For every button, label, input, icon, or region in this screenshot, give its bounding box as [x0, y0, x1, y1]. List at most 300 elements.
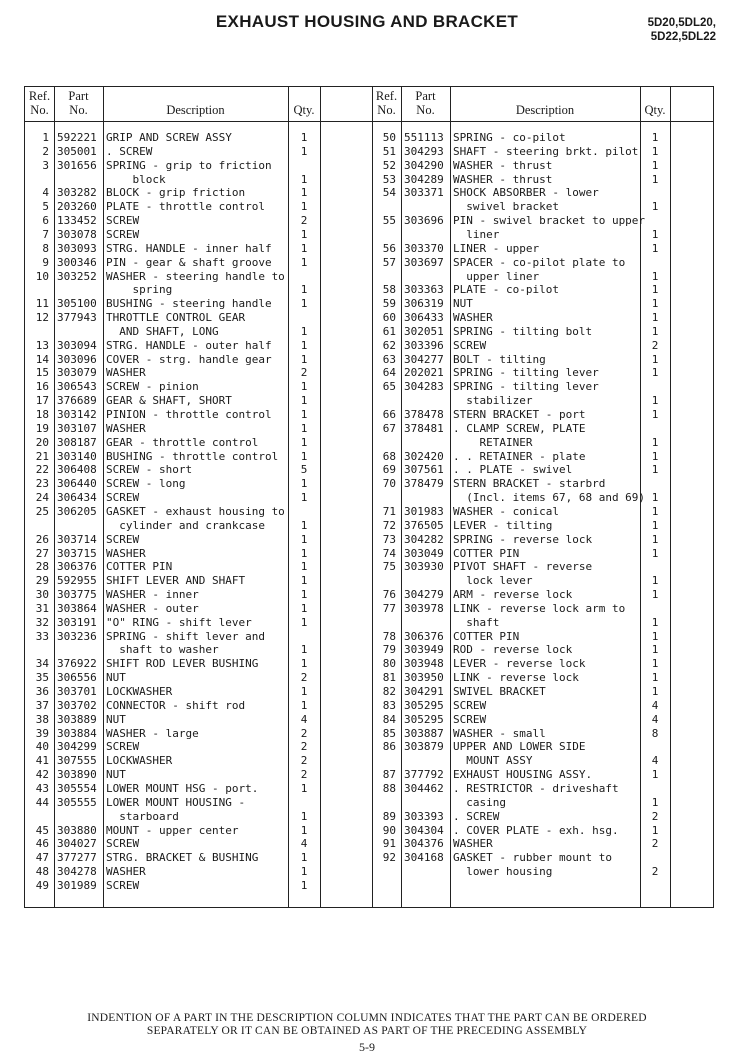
- part-quantity: 4: [300, 837, 308, 851]
- part-number: 301656: [57, 158, 97, 172]
- ref-number: 6: [42, 214, 49, 228]
- part-description: CONNECTOR - shift rod: [106, 698, 246, 712]
- table-row: [25, 810, 715, 824]
- part-number: 306376: [57, 560, 97, 574]
- part-description: SPRING - tilting lever: [453, 366, 599, 380]
- part-quantity: 1: [300, 241, 308, 255]
- ref-number: 27: [35, 546, 49, 560]
- ref-number: 47: [35, 851, 49, 865]
- part-description: shaft to washer: [106, 643, 219, 657]
- ref-number: 52: [382, 158, 396, 172]
- part-description: SCREW: [106, 837, 140, 851]
- part-number: 377792: [404, 768, 444, 782]
- part-number: 304279: [404, 588, 444, 602]
- part-description: STRG. BRACKET & BUSHING: [106, 851, 259, 865]
- ref-number: 19: [35, 421, 49, 435]
- part-number: 303094: [57, 338, 97, 352]
- part-quantity: 1: [300, 421, 308, 435]
- model-line: 5D20,5DL20,: [647, 17, 716, 29]
- part-quantity: 1: [651, 463, 659, 477]
- part-quantity: 1: [651, 532, 659, 546]
- table-row: [25, 699, 715, 713]
- ref-number: 42: [35, 768, 49, 782]
- part-quantity: 1: [300, 809, 308, 823]
- part-description: WASHER: [453, 311, 493, 325]
- part-quantity: 1: [300, 823, 308, 837]
- part-description: liner: [453, 227, 500, 241]
- ref-number: 55: [382, 214, 396, 228]
- part-number: 303949: [404, 643, 444, 657]
- part-description: SHAFT - steering brkt. pilot: [453, 144, 639, 158]
- part-quantity: 1: [300, 601, 308, 615]
- ref-number: 51: [382, 144, 396, 158]
- ref-number: 12: [35, 311, 49, 325]
- part-description: starboard: [106, 809, 179, 823]
- part-description: WASHER: [106, 546, 146, 560]
- part-quantity: 1: [651, 324, 659, 338]
- ref-number: 28: [35, 560, 49, 574]
- header-qty: Qty.: [644, 103, 666, 117]
- part-quantity: 1: [651, 394, 659, 408]
- part-description: SPRING - tilting lever: [453, 380, 599, 394]
- part-quantity: 1: [300, 297, 308, 311]
- part-description: GRIP AND SCREW ASSY: [106, 131, 232, 144]
- part-quantity: 1: [300, 380, 308, 394]
- ref-number: 49: [35, 878, 49, 892]
- part-number: 203260: [57, 200, 97, 214]
- ref-number: 31: [35, 601, 49, 615]
- part-description: ROD - reverse lock: [453, 643, 573, 657]
- part-description: . SCREW: [453, 809, 500, 823]
- part-description: STRG. HANDLE - inner half: [106, 241, 272, 255]
- part-number: 303884: [57, 726, 97, 740]
- part-description: (Incl. items 67, 68 and 69): [453, 491, 646, 505]
- ref-number: 54: [382, 186, 396, 200]
- table-row: [25, 408, 715, 422]
- part-description: SCREW: [453, 698, 487, 712]
- table-row: [25, 851, 715, 865]
- part-quantity: 1: [651, 546, 659, 560]
- part-quantity: 1: [300, 200, 308, 214]
- ref-number: 44: [35, 795, 49, 809]
- part-description: LOCKWASHER: [106, 685, 173, 698]
- part-number: 303948: [404, 657, 444, 671]
- ref-number: 64: [382, 366, 396, 380]
- part-quantity: 1: [651, 241, 659, 255]
- part-description: SPRING - co-pilot: [453, 131, 566, 144]
- table-row: [25, 519, 715, 533]
- part-quantity: 1: [300, 546, 308, 560]
- part-description: SCREW - pinion: [106, 380, 199, 394]
- page-title: EXHAUST HOUSING AND BRACKET: [215, 12, 519, 31]
- part-number: 303879: [404, 740, 444, 754]
- part-quantity: 2: [300, 671, 308, 685]
- part-description: COTTER PIN: [453, 629, 520, 643]
- part-description: BOLT - tilting: [453, 352, 546, 366]
- part-number: 303140: [57, 449, 97, 463]
- part-description: SCREW: [453, 338, 487, 352]
- part-description: WASHER - thrust: [453, 172, 553, 186]
- part-description: WASHER: [453, 837, 493, 851]
- ref-number: 29: [35, 574, 49, 588]
- part-number: 305555: [57, 795, 97, 809]
- table-row: [25, 588, 715, 602]
- part-number: 378479: [404, 477, 444, 491]
- part-quantity: 2: [300, 366, 308, 380]
- part-quantity: 1: [651, 795, 659, 809]
- part-quantity: 1: [651, 200, 659, 214]
- table-row: [25, 560, 715, 574]
- part-quantity: 2: [300, 754, 308, 768]
- ref-number: 33: [35, 629, 49, 643]
- part-description: BUSHING - steering handle: [106, 297, 272, 311]
- part-number: 301983: [404, 504, 444, 518]
- part-quantity: 1: [651, 491, 659, 505]
- ref-number: 24: [35, 491, 49, 505]
- part-description: PIN - gear & shaft groove: [106, 255, 272, 269]
- part-number: 306434: [57, 491, 97, 505]
- part-description: RETAINER: [453, 435, 533, 449]
- part-number: 306376: [404, 629, 444, 643]
- part-number: 303864: [57, 601, 97, 615]
- part-number: 303252: [57, 269, 97, 283]
- part-quantity: 1: [651, 131, 659, 144]
- part-quantity: 1: [651, 671, 659, 685]
- table-row: [25, 727, 715, 741]
- part-description: swivel bracket: [453, 200, 559, 214]
- ref-number: 53: [382, 172, 396, 186]
- part-description: . CLAMP SCREW, PLATE: [453, 421, 586, 435]
- part-quantity: 1: [300, 851, 308, 865]
- part-description: SPRING - reverse lock: [453, 532, 593, 546]
- model-line: 5D22,5DL22: [650, 31, 716, 43]
- part-quantity: 1: [300, 352, 308, 366]
- header-ref: Ref. No.: [28, 89, 51, 117]
- part-description: NUT: [106, 671, 126, 685]
- part-number: 592955: [57, 574, 97, 588]
- part-quantity: 1: [300, 338, 308, 352]
- table-row: [25, 671, 715, 685]
- part-description: SPRING - tilting bolt: [453, 324, 593, 338]
- part-number: 303049: [404, 546, 444, 560]
- part-description: THROTTLE CONTROL GEAR: [106, 311, 246, 325]
- part-number: 303191: [57, 615, 97, 629]
- part-description: PLATE - co-pilot: [453, 283, 559, 297]
- ref-number: 18: [35, 408, 49, 421]
- part-quantity: 1: [651, 352, 659, 366]
- part-description: EXHAUST HOUSING ASSY.: [453, 768, 593, 782]
- part-quantity: 1: [651, 158, 659, 172]
- ref-number: 76: [382, 588, 396, 602]
- part-description: STERN BRACKET - port: [453, 408, 586, 421]
- part-number: 202021: [404, 366, 444, 380]
- part-number: 305295: [404, 698, 444, 712]
- part-quantity: 1: [300, 643, 308, 657]
- ref-number: 40: [35, 740, 49, 754]
- part-description: ARM - reverse lock: [453, 588, 573, 602]
- ref-number: 7: [42, 227, 49, 241]
- part-quantity: 1: [651, 823, 659, 837]
- table-row: [25, 380, 715, 394]
- part-number: 303363: [404, 283, 444, 297]
- ref-number: 45: [35, 823, 49, 837]
- ref-number: 26: [35, 532, 49, 546]
- part-description: STERN BRACKET - starbrd: [453, 477, 606, 491]
- table-row: [25, 740, 715, 754]
- table-row: [25, 616, 715, 630]
- table-row: [25, 311, 715, 325]
- table-row: [25, 200, 715, 214]
- part-description: SPACER - co-pilot plate to: [453, 255, 626, 269]
- part-number: 302051: [404, 324, 444, 338]
- part-description: NUT: [453, 297, 473, 311]
- ref-number: 58: [382, 283, 396, 297]
- part-number: 304168: [404, 851, 444, 865]
- table-row: [25, 145, 715, 159]
- ref-number: 14: [35, 352, 49, 366]
- part-description: GASKET - rubber mount to: [453, 851, 612, 865]
- ref-number: 77: [382, 601, 396, 615]
- ref-number: 85: [382, 726, 396, 740]
- ref-number: 67: [382, 421, 396, 435]
- ref-number: 56: [382, 241, 396, 255]
- table-row: [25, 283, 715, 297]
- table-row: [25, 228, 715, 242]
- ref-number: 41: [35, 754, 49, 768]
- part-quantity: 8: [651, 726, 659, 740]
- part-number: 376689: [57, 394, 97, 408]
- part-description: PLATE - throttle control: [106, 200, 265, 214]
- header-description: Description: [166, 103, 225, 117]
- part-description: upper liner: [453, 269, 540, 283]
- part-quantity: 1: [651, 643, 659, 657]
- part-quantity: 1: [300, 144, 308, 158]
- part-quantity: 1: [651, 144, 659, 158]
- part-quantity: 1: [300, 698, 308, 712]
- part-number: 378481: [404, 421, 444, 435]
- part-quantity: 2: [300, 726, 308, 740]
- table-row: [25, 837, 715, 851]
- part-description: COTTER PIN: [106, 560, 173, 574]
- part-quantity: 1: [651, 518, 659, 532]
- footer-line: INDENTION OF A PART IN THE DESCRIPTION COLUMN INDICATES THAT THE PART CAN BE ORDERED: [87, 1012, 647, 1024]
- part-description: WASHER: [106, 421, 146, 435]
- part-description: SHIFT ROD LEVER BUSHING: [106, 657, 259, 671]
- part-description: PIN - swivel bracket to upper: [453, 214, 646, 228]
- ref-number: 39: [35, 726, 49, 740]
- ref-number: 21: [35, 449, 49, 463]
- part-quantity: 1: [300, 588, 308, 602]
- part-description: WASHER: [106, 366, 146, 380]
- ref-number: 82: [382, 685, 396, 698]
- part-quantity: 2: [300, 214, 308, 228]
- part-quantity: 1: [300, 574, 308, 588]
- table-row: [25, 796, 715, 810]
- part-quantity: 1: [300, 227, 308, 241]
- part-quantity: 1: [651, 685, 659, 698]
- table-row: [25, 630, 715, 644]
- part-quantity: 1: [651, 435, 659, 449]
- part-description: LEVER - tilting: [453, 518, 553, 532]
- part-quantity: 1: [651, 615, 659, 629]
- part-description: . RESTRICTOR - driveshaft: [453, 781, 619, 795]
- ref-number: 81: [382, 671, 396, 685]
- ref-number: 63: [382, 352, 396, 366]
- part-number: 306205: [57, 504, 97, 518]
- table-row: [25, 366, 715, 380]
- ref-number: 37: [35, 698, 49, 712]
- part-number: 304299: [57, 740, 97, 754]
- part-number: 307555: [57, 754, 97, 768]
- ref-number: 72: [382, 518, 396, 532]
- ref-number: 22: [35, 463, 49, 477]
- part-quantity: 1: [300, 394, 308, 408]
- part-number: 304293: [404, 144, 444, 158]
- part-number: 378478: [404, 408, 444, 421]
- ref-number: 38: [35, 712, 49, 726]
- ref-number: 88: [382, 781, 396, 795]
- part-description: SCREW - long: [106, 477, 186, 491]
- header-part: Part No.: [68, 89, 89, 117]
- table-row: [25, 865, 715, 879]
- table-row: [25, 547, 715, 561]
- part-description: LINK - reverse lock arm to: [453, 601, 626, 615]
- part-number: 303715: [57, 546, 97, 560]
- part-quantity: 1: [651, 283, 659, 297]
- ref-number: 84: [382, 712, 396, 726]
- part-description: WASHER - outer: [106, 601, 199, 615]
- model-numbers: [648, 16, 716, 44]
- part-description: COTTER PIN: [453, 546, 520, 560]
- ref-number: 71: [382, 504, 396, 518]
- part-description: MOUNT - upper center: [106, 823, 239, 837]
- table-row: [25, 422, 715, 436]
- table-row: [25, 602, 715, 616]
- part-description: NUT: [106, 768, 126, 782]
- part-quantity: 1: [300, 186, 308, 200]
- part-quantity: 5: [300, 463, 308, 477]
- part-number: 306433: [404, 311, 444, 325]
- part-quantity: 1: [300, 449, 308, 463]
- header-description: Description: [515, 103, 575, 117]
- part-quantity: 2: [651, 837, 659, 851]
- part-quantity: 1: [300, 491, 308, 505]
- part-number: 303775: [57, 588, 97, 602]
- part-description: SPRING - shift lever and: [106, 629, 265, 643]
- ref-number: 57: [382, 255, 396, 269]
- part-quantity: 1: [300, 657, 308, 671]
- ref-number: 75: [382, 560, 396, 574]
- ref-number: 10: [35, 269, 49, 283]
- part-description: NUT: [106, 712, 126, 726]
- table-row: [25, 353, 715, 367]
- part-quantity: 1: [300, 131, 308, 144]
- table-row: [25, 824, 715, 838]
- ref-number: 59: [382, 297, 396, 311]
- part-description: lower housing: [453, 865, 553, 879]
- part-number: 592221: [57, 131, 97, 144]
- table-row: [25, 879, 715, 893]
- part-description: WASHER - steering handle to: [106, 269, 285, 283]
- part-description: SCREW - short: [106, 463, 193, 477]
- part-description: casing: [453, 795, 506, 809]
- part-description: SWIVEL BRACKET: [453, 685, 546, 698]
- part-quantity: 1: [651, 657, 659, 671]
- part-quantity: 1: [651, 504, 659, 518]
- part-description: SCREW: [106, 214, 140, 228]
- part-quantity: 2: [300, 740, 308, 754]
- header-part: Part No.: [415, 89, 436, 117]
- ref-number: 91: [382, 837, 396, 851]
- ref-number: 35: [35, 671, 49, 685]
- ref-number: 86: [382, 740, 396, 754]
- ref-number: 78: [382, 629, 396, 643]
- ref-number: 46: [35, 837, 49, 851]
- ref-number: 8: [42, 241, 49, 255]
- part-description: shaft: [453, 615, 500, 629]
- part-number: 303282: [57, 186, 97, 200]
- part-description: LINK - reverse lock: [453, 671, 579, 685]
- header-qty: Qty.: [293, 103, 315, 117]
- part-quantity: 1: [651, 366, 659, 380]
- part-description: WASHER - large: [106, 726, 199, 740]
- part-number: 300346: [57, 255, 97, 269]
- ref-number: 69: [382, 463, 396, 477]
- part-description: SHIFT LEVER AND SHAFT: [106, 574, 246, 588]
- table-row: [25, 643, 715, 657]
- part-quantity: 1: [300, 518, 308, 532]
- ref-number: 83: [382, 698, 396, 712]
- part-number: 304289: [404, 172, 444, 186]
- part-number: 308187: [57, 435, 97, 449]
- part-number: 133452: [57, 214, 97, 228]
- part-number: 303371: [404, 186, 444, 200]
- table-row: [25, 491, 715, 505]
- ref-number: 3: [42, 158, 49, 172]
- part-description: SPRING - grip to friction: [106, 158, 272, 172]
- part-quantity: 1: [300, 477, 308, 491]
- part-number: 303079: [57, 366, 97, 380]
- part-number: 303930: [404, 560, 444, 574]
- part-quantity: 2: [651, 809, 659, 823]
- part-quantity: 1: [300, 283, 308, 297]
- part-quantity: 1: [300, 324, 308, 338]
- part-description: WASHER - inner: [106, 588, 199, 602]
- part-number: 304376: [404, 837, 444, 851]
- part-quantity: 1: [300, 532, 308, 546]
- table-row: [25, 574, 715, 588]
- part-number: 303696: [404, 214, 444, 228]
- table-row: [25, 256, 715, 270]
- footer-line: SEPARATELY OR IT CAN BE OBTAINED AS PART OF THE PRECEDING ASSEMBLY: [146, 1025, 588, 1037]
- part-number: 307561: [404, 463, 444, 477]
- part-quantity: 1: [651, 574, 659, 588]
- header-ref: Ref. No.: [375, 89, 398, 117]
- part-description: SCREW: [106, 532, 140, 546]
- ref-number: 73: [382, 532, 396, 546]
- part-quantity: 1: [651, 768, 659, 782]
- part-description: BUSHING - throttle control: [106, 449, 279, 463]
- part-number: 303370: [404, 241, 444, 255]
- table-row: [25, 159, 715, 173]
- part-quantity: 1: [651, 311, 659, 325]
- ref-number: 79: [382, 643, 396, 657]
- part-quantity: 1: [300, 878, 308, 892]
- table-row: [25, 325, 715, 339]
- part-number: 376922: [57, 657, 97, 671]
- part-quantity: 1: [300, 255, 308, 269]
- table-row: [25, 242, 715, 256]
